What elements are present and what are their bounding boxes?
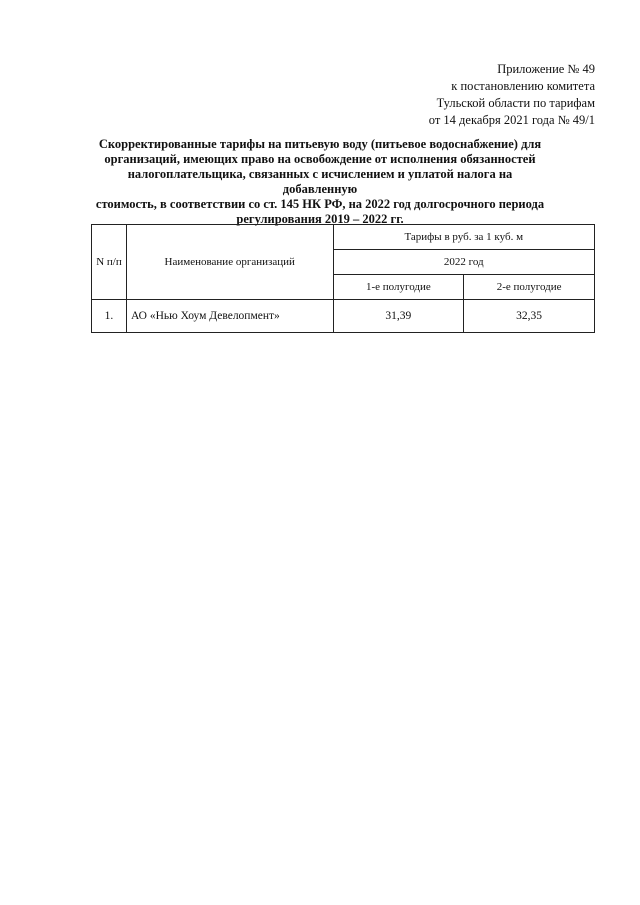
annex-header: [429, 61, 595, 129]
column-header-organization: Наименование организаций: [126, 225, 333, 300]
column-header-number: N п/п: [92, 225, 127, 300]
annex-committee: Тульской области по тарифам: [436, 96, 595, 110]
title-line: Скорректированные тарифы на питьевую воду (питьевое водоснабжение) для: [98, 137, 542, 151]
column-header-year: 2022 год: [333, 250, 595, 275]
row-number: 1.: [92, 300, 127, 333]
column-header-tariffs: Тарифы в руб. за 1 куб. м: [333, 225, 595, 250]
annex-date: от 14 декабря 2021 года № 49/1: [428, 113, 595, 127]
column-header-half1: 1-е полугодие: [333, 275, 464, 300]
title-line: стоимость, в соответствии со ст. 145 НК РФ, на 2022 год долгосрочного периода: [95, 197, 545, 211]
document-title: [95, 137, 545, 227]
column-header-half2: 2-е полугодие: [464, 275, 595, 300]
annex-reference: к постановлению комитета: [451, 79, 595, 93]
title-line: организаций, имеющих право на освобождение от исполнения обязанностей: [104, 152, 536, 166]
title-line: налогоплательщика, связанных с исчислением и уплатой налога на добавленную: [127, 167, 513, 196]
tariff-half1: 31,39: [333, 300, 464, 333]
table-header-row: [92, 225, 595, 250]
title-line: регулирования 2019 – 2022 гг.: [236, 212, 404, 226]
tariff-table: [91, 224, 595, 333]
organization-name: АО «Нью Хоум Девелопмент»: [126, 300, 333, 333]
tariff-half2: 32,35: [464, 300, 595, 333]
annex-number: Приложение № 49: [497, 62, 595, 76]
table-row: [92, 300, 595, 333]
